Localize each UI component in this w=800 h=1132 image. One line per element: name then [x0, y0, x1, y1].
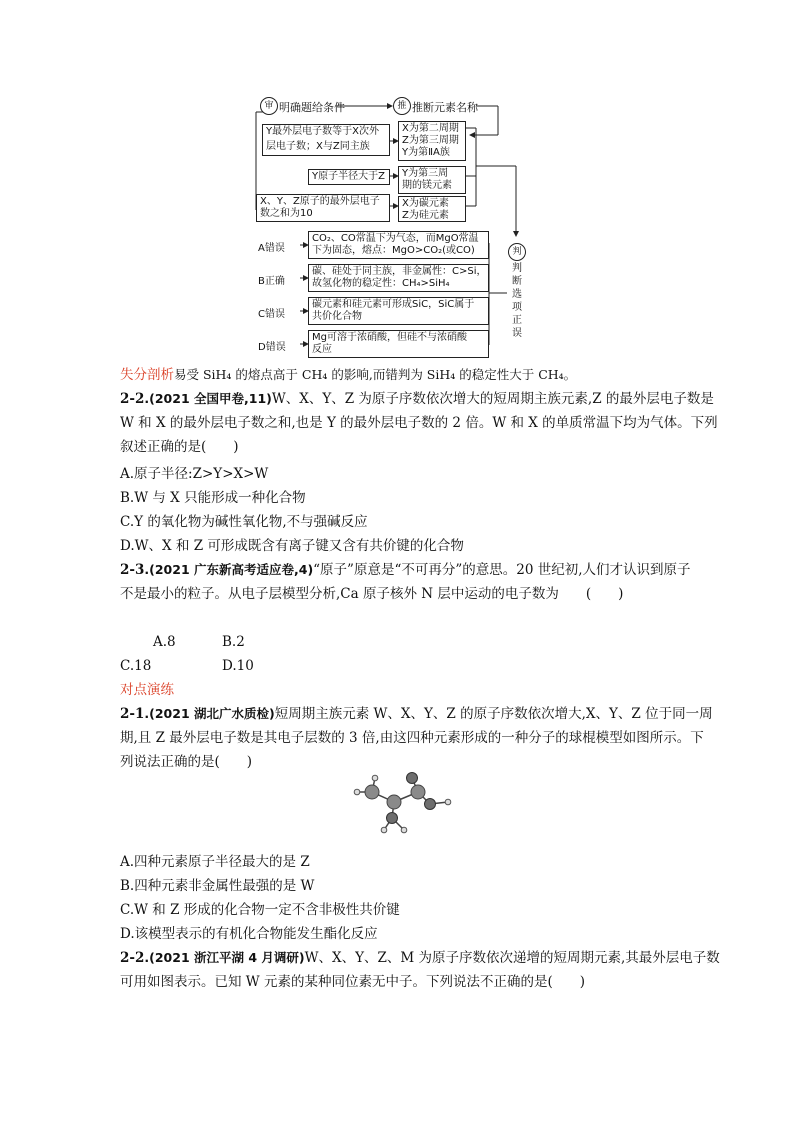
- option-c-verdict: C错误: [258, 309, 285, 320]
- p21-option-b: B.四种元素非金属性最强的是 W: [120, 878, 315, 894]
- option-b-line-1: 碳、硅处于同主族，非金属性：C>Si，: [312, 266, 487, 277]
- option-d-line-1: Mg可溶于浓硝酸，但硅不与浓硝酸: [312, 332, 467, 343]
- q22-option-c: C.Y 的氧化物为碱性氧化物,不与强碱反应: [120, 514, 368, 530]
- condition-box-2: Y原子半径大于Z: [308, 169, 390, 185]
- p21-option-c: C.W 和 Z 形成的化合物一定不含非极性共价键: [120, 902, 400, 918]
- judge-char-4: 项: [512, 302, 522, 313]
- p21-stem-line-2: 期,且 Z 最外层电子数是其电子层数的 3 倍,由这四种元素形成的一种分子的球棍模型如图所示。下: [120, 730, 704, 746]
- p21-stem-line-3: 列说法正确的是( ): [120, 754, 253, 770]
- oxygen-atom: [407, 773, 418, 784]
- option-d-line-2: 反应: [312, 344, 332, 355]
- loss-label: 失分剖析: [120, 367, 174, 383]
- option-c-line-1: 碳元素和硅元素可形成SiC，SiC属于: [312, 299, 475, 310]
- option-a-verdict: A错误: [258, 243, 285, 254]
- carbon-atom: [387, 795, 401, 809]
- result-1-line-1: X为第二周期: [402, 123, 459, 134]
- option-c-line-2: 共价化合物: [312, 311, 362, 322]
- q23-option-b: B.2: [222, 634, 245, 650]
- carbon-atom: [411, 785, 425, 799]
- judge-char-1: 判: [512, 263, 522, 274]
- hydrogen-atom: [354, 789, 360, 795]
- hydrogen-atom: [445, 799, 451, 805]
- q23-source: .(2021 广东新高考适应卷,4): [144, 562, 314, 577]
- option-a-line-1: CO₂、CO常温下为气态，而MgO常温: [312, 233, 479, 244]
- result-3-line-1: X为碳元素: [402, 198, 449, 209]
- result-2-line-2: 期的镁元素: [402, 180, 452, 191]
- q23-stem-line-1: “原子”原意是“不可再分”的意思。20 世纪初,人们才认识到原子: [313, 562, 691, 578]
- p21-option-d: D.该模型表示的有机化合物能发生酯化反应: [120, 926, 378, 942]
- p22-stem-line-2: 可用如图表示。已知 W 元素的某种同位素无中子。下列说法不正确的是( ): [120, 974, 585, 990]
- q22-source: .(2021 全国甲卷,11): [144, 391, 272, 406]
- option-b-line-2: 故氢化物的稳定性：CH₄>SiH₄: [312, 278, 450, 289]
- q23-option-d: D.10: [222, 658, 254, 674]
- condition-1-line-1: Y最外层电子数等于X次外: [266, 126, 379, 137]
- q23-number: 2-3: [120, 562, 145, 578]
- condition-1-line-2: 层电子数；X与Z同主族: [266, 141, 370, 152]
- p21-option-a: A.四种元素原子半径最大的是 Z: [120, 854, 310, 870]
- q23-option-a: A.8: [153, 634, 176, 650]
- shen-icon: 审: [260, 97, 278, 115]
- condition-3-line-2: 数之和为10: [260, 208, 313, 219]
- q22-option-a: A.原子半径:Z>Y>X>W: [120, 466, 269, 482]
- p22-number: 2-2: [120, 950, 145, 966]
- result-2-line-1: Y为第三周: [402, 168, 449, 179]
- condition-3-line-1: X、Y、Z原子的最外层电子: [260, 196, 380, 207]
- tui-icon: 推: [393, 97, 411, 115]
- q23-option-c: C.18: [120, 658, 152, 674]
- q22-option-b: B.W 与 X 只能形成一种化合物: [120, 490, 306, 506]
- oxygen-atom: [425, 799, 436, 810]
- result-1-line-3: Y为第ⅡA族: [402, 147, 450, 158]
- hydrogen-atom: [401, 827, 407, 833]
- judge-char-3: 选: [512, 289, 522, 300]
- q22-number: 2-2: [120, 391, 145, 407]
- p21-stem-line-1: 短周期主族元素 W、X、Y、Z 的原子序数依次增大,X、Y、Z 位于同一周: [274, 706, 713, 722]
- option-b-verdict: B正确: [258, 276, 285, 287]
- nitrogen-atom: [387, 813, 398, 824]
- hydrogen-atom: [381, 827, 387, 833]
- q22-stem-line-1: W、X、Y、Z 为原子序数依次增大的短周期主族元素,Z 的最外层电子数是: [271, 391, 714, 407]
- pan-icon: 判: [508, 243, 526, 261]
- judge-char-2: 断: [512, 276, 522, 287]
- q23-stem-line-2: 不是最小的粒子。从电子层模型分析,Ca 原子核外 N 层中运动的电子数为 ( ): [120, 586, 624, 602]
- practice-section-title: 对点演练: [120, 682, 174, 698]
- carbon-atom: [365, 785, 379, 799]
- judge-char-6: 误: [512, 328, 522, 339]
- q22-option-d: D.W、X 和 Z 可形成既含有离子键又含有共价键的化合物: [120, 538, 464, 554]
- option-a-line-2: 下为固态，熔点：MgO>CO₂(或CO): [312, 245, 475, 256]
- result-1-line-2: Z为第三周期: [402, 135, 459, 146]
- result-3-line-2: Z为硅元素: [402, 210, 449, 221]
- q22-stem-line-2: W 和 X 的最外层电子数之和,也是 Y 的最外层电子数的 2 倍。W 和 X 的单质常温下均为气体。下列: [120, 415, 718, 431]
- loss-text: 易受 SiH₄ 的熔点高于 CH₄ 的影响,而错判为 SiH₄ 的稳定性大于 CH₄。: [174, 367, 577, 382]
- p21-source: .(2021 湖北广水质检): [144, 706, 275, 721]
- flow-header-left: 明确题给条件: [279, 101, 345, 114]
- p22-source: .(2021 浙江平湖 4 月调研): [144, 950, 305, 965]
- option-d-verdict: D错误: [258, 342, 286, 353]
- flow-header-right: 推断元素名称: [412, 101, 478, 114]
- p22-stem-line-1: W、X、Y、Z、M 为原子序数依次递增的短周期元素,其最外层电子数: [304, 950, 720, 966]
- q22-stem-line-3: 叙述正确的是( ): [120, 439, 239, 455]
- p21-number: 2-1: [120, 706, 145, 722]
- judge-char-5: 正: [512, 315, 522, 326]
- hydrogen-atom: [372, 775, 378, 781]
